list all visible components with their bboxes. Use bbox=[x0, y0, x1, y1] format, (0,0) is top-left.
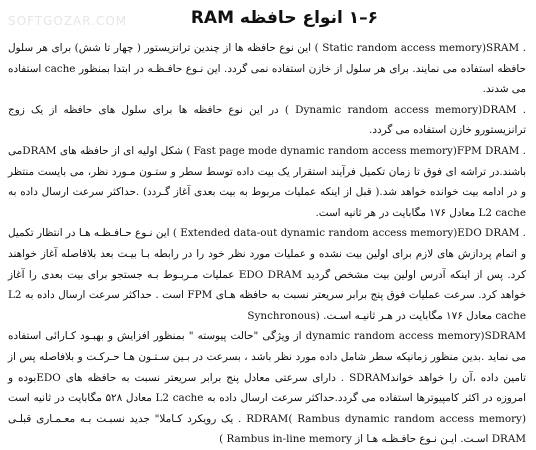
paragraph-edo-dram: . Extended data-out dynamic random access memory)EDO DRAM ) این نـوع حـافـظـه هـا در انتظار تکمیل و اتمام پردازش های لازم برای اولین بیت نشده و عملیات مورد نظر خود را در رابطه بـا بیـت بعد بلافاصله آغاز خواهند کرد. پس از اینکه آدرس اولین بیت مشخص گردید EDO DRAM عملیات مـربـوط بـه جستجو برای بیت بعدی را آغاز خواهد کرد. سرعت عملیات فوق پنج برابر سریعتر نسبت به حافظه هـای FPM است . حداکثر سرعت ارسال داده به L2 cache معادل ۱۷۶ مگابایت در هـر ثانیـه اسـت. (Synchronous bbox=[8, 227, 526, 322]
body-text bbox=[8, 38, 526, 450]
paragraph-fpm-dram: . Fast page mode dynamic random access memory)FPM DRAM ) شکل اولیه ای از حافظه های DRAMمی باشند.در تراشه ای فوق تا زمان تکمیل فرآیند استقرار یک بیت داده توسط سطر و ستـون مـورد نظر، می بایست منتظر و در ادامه بیت خوانده خواهد شد.( قبل از اینکه عملیات مربوط به بیت بعدی آغاز گـردد) .حداکثر سرعت ارسال داده به L2 cache معادل ۱۷۶ مگابایت در هر ثانیه است. bbox=[8, 144, 527, 219]
paragraph-dram: . Dynamic random access memory)DRAM ) در این نوع حافظه ها برای سلول های حافظه از یک زوج ترانزیستورو خازن استفاده می گردد. bbox=[8, 103, 527, 137]
paragraph-sram: . Static random access memory)SRAM ) این نوع حافظه ها از چندین ترانزیستور ( چهار تا شش) برای هر سلول حافظه استفاده می نمایند. برای هر سلول از خازن استفاده نمی گردد. این نـوع حافـظـه در ابتدا بمنظور cache استفاده می شدند. bbox=[8, 42, 527, 96]
section-heading: ۶–۱ انواع حافظه RAM bbox=[190, 8, 378, 28]
watermark: SOFTGOZAR.COM bbox=[8, 14, 128, 28]
paragraph-sdram: dynamic random access memory)SDRAM از ویژگی "حالت پیوسته " بمنظور افزایش و بهبـود کـارائی استفاده می نماید .بدین منظور زمانیکه سطر شامل داده مورد نظر باشد ، بسرعت در بـین سـتـون هـا حـرکـت و بلافاصله پس از تامین داده ،آن را خواهد خواندSDRAM . دارای سرعتی معادل پنج برابر سریعتر نسبت به حافظه های EDOبوده و امروزه در اکثر کامپیوترها استفاده می گردد.حداکثر سرعت ارسال داده به L2 cache معادل ۵۲۸ مگابایت در ثانیه است (Rambus dynamic random access memory )RDRAM . یک رویکرد کـاملا" جدید نسبـت بـه معـمـاری قبلـی DRAM اسـت. ایـن نـوع حافـظـه هـا از Rambus in-line memory ) bbox=[8, 330, 527, 446]
